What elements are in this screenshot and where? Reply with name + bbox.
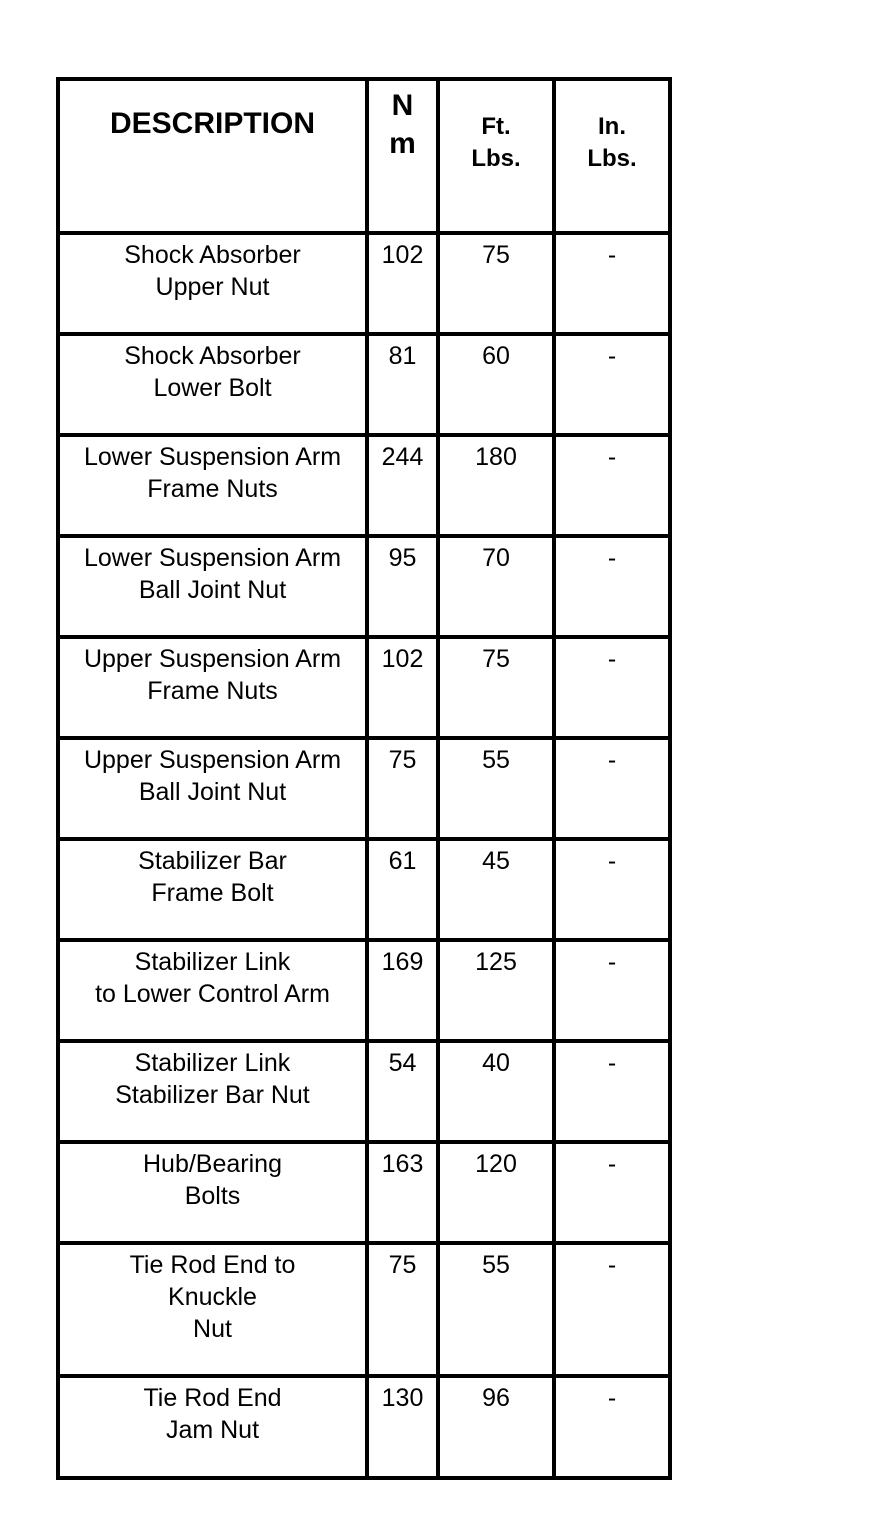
cell-description: Lower Suspension Arm Frame Nuts <box>58 435 367 536</box>
cell-description: Shock Absorber Upper Nut <box>58 233 367 334</box>
cell-description: Stabilizer Bar Frame Bolt <box>58 839 367 940</box>
cell-description: Stabilizer Link to Lower Control Arm <box>58 940 367 1041</box>
table-row <box>58 1041 670 1142</box>
cell-in-lbs: - <box>554 1243 670 1376</box>
table-row <box>58 738 670 839</box>
cell-ft-lbs: 60 <box>438 334 554 435</box>
table-row <box>58 435 670 536</box>
cell-in-lbs: - <box>554 435 670 536</box>
cell-description: Upper Suspension Arm Ball Joint Nut <box>58 738 367 839</box>
cell-in-lbs: - <box>554 940 670 1041</box>
table-row <box>58 637 670 738</box>
table-row <box>58 940 670 1041</box>
table-row <box>58 1142 670 1243</box>
cell-description: Shock Absorber Lower Bolt <box>58 334 367 435</box>
header-description: DESCRIPTION <box>58 79 367 233</box>
cell-nm: 130 <box>367 1376 438 1478</box>
cell-nm: 102 <box>367 233 438 334</box>
cell-in-lbs: - <box>554 1142 670 1243</box>
cell-in-lbs: - <box>554 334 670 435</box>
cell-in-lbs: - <box>554 233 670 334</box>
cell-nm: 75 <box>367 1243 438 1376</box>
cell-ft-lbs: 180 <box>438 435 554 536</box>
table-row <box>58 1243 670 1376</box>
table-row <box>58 233 670 334</box>
cell-ft-lbs: 70 <box>438 536 554 637</box>
cell-nm: 163 <box>367 1142 438 1243</box>
cell-ft-lbs: 96 <box>438 1376 554 1478</box>
cell-in-lbs: - <box>554 536 670 637</box>
cell-in-lbs: - <box>554 637 670 738</box>
cell-nm: 61 <box>367 839 438 940</box>
table-row <box>58 839 670 940</box>
cell-ft-lbs: 75 <box>438 637 554 738</box>
table-row <box>58 536 670 637</box>
cell-description: Stabilizer Link Stabilizer Bar Nut <box>58 1041 367 1142</box>
table-row <box>58 334 670 435</box>
cell-ft-lbs: 40 <box>438 1041 554 1142</box>
cell-ft-lbs: 55 <box>438 738 554 839</box>
cell-nm: 75 <box>367 738 438 839</box>
cell-description: Upper Suspension Arm Frame Nuts <box>58 637 367 738</box>
cell-in-lbs: - <box>554 738 670 839</box>
cell-description: Tie Rod End to Knuckle Nut <box>58 1243 367 1376</box>
cell-in-lbs: - <box>554 839 670 940</box>
cell-nm: 81 <box>367 334 438 435</box>
header-inch-pounds: In. Lbs. <box>554 79 670 233</box>
torque-specification-table <box>56 77 672 1480</box>
cell-ft-lbs: 45 <box>438 839 554 940</box>
cell-description: Hub/Bearing Bolts <box>58 1142 367 1243</box>
cell-nm: 169 <box>367 940 438 1041</box>
cell-description: Lower Suspension Arm Ball Joint Nut <box>58 536 367 637</box>
cell-in-lbs: - <box>554 1376 670 1478</box>
cell-in-lbs: - <box>554 1041 670 1142</box>
table-row <box>58 1376 670 1478</box>
table-header-row <box>58 79 670 233</box>
cell-ft-lbs: 75 <box>438 233 554 334</box>
cell-ft-lbs: 125 <box>438 940 554 1041</box>
cell-nm: 54 <box>367 1041 438 1142</box>
cell-nm: 102 <box>367 637 438 738</box>
cell-nm: 95 <box>367 536 438 637</box>
header-newton-meters: N m <box>367 79 438 233</box>
cell-ft-lbs: 120 <box>438 1142 554 1243</box>
cell-ft-lbs: 55 <box>438 1243 554 1376</box>
header-foot-pounds: Ft. Lbs. <box>438 79 554 233</box>
cell-description: Tie Rod End Jam Nut <box>58 1376 367 1478</box>
cell-nm: 244 <box>367 435 438 536</box>
